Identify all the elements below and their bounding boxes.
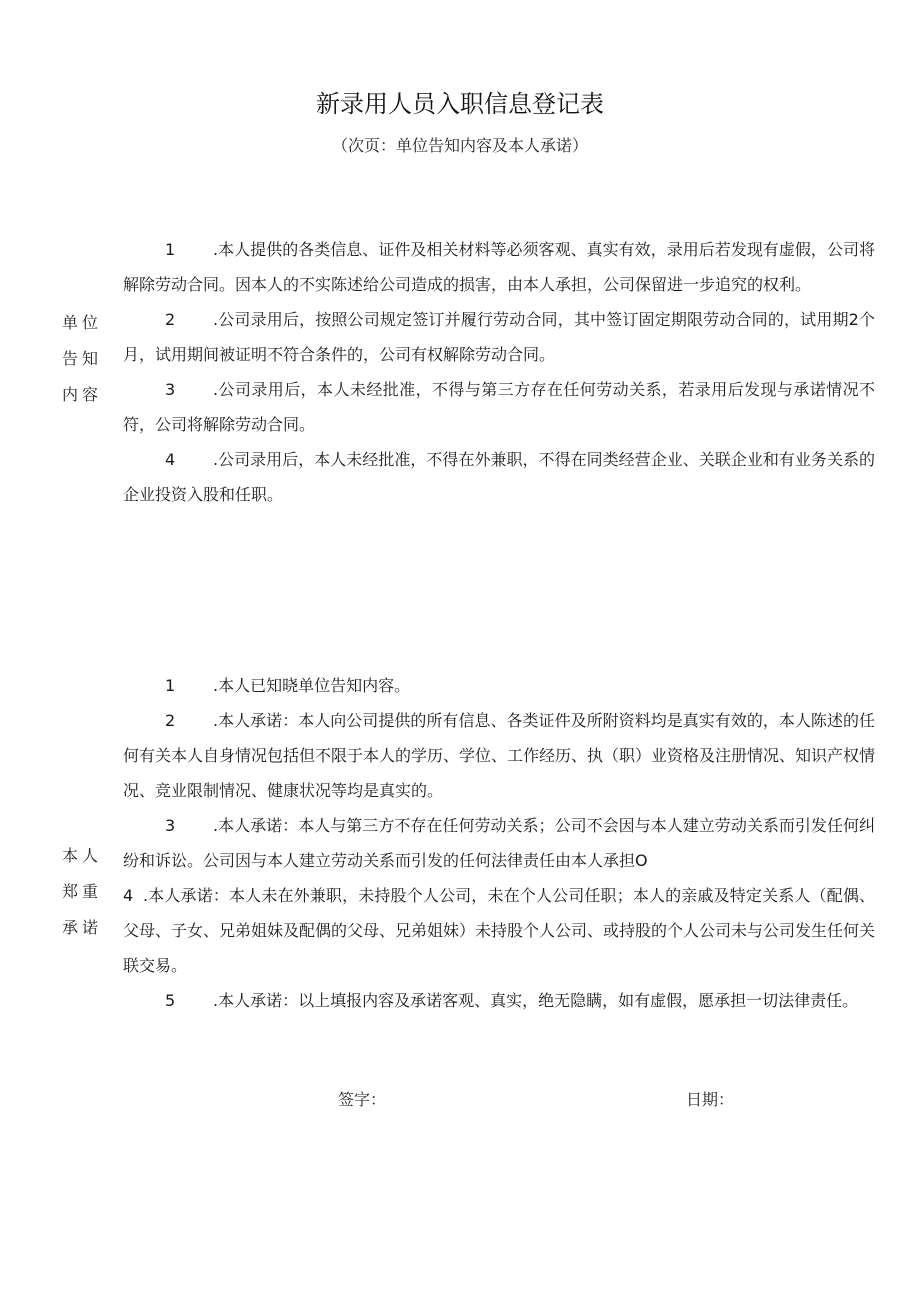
notice-item (123, 232, 875, 302)
pledge-item (123, 668, 875, 703)
item-text: .本人承诺：以上填报内容及承诺客观、真实，绝无隐瞒，如有虚假，愿承担一切法律责任。 (213, 991, 859, 1010)
item-text: .公司录用后，本人未经批准，不得与第三方存在任何劳动关系，若录用后发现与承诺情况不符，公司将解除劳动合同。 (123, 380, 875, 434)
item-number: 1 (165, 676, 176, 695)
item-text: .公司录用后，本人未经批准，不得在外兼职，不得在同类经营企业、关联企业和有业务关系的企业投资入股和任职。 (123, 450, 875, 504)
notice-label-line: 告知 (62, 349, 103, 368)
item-number: 3 (165, 380, 176, 399)
notice-label-line: 单位 (62, 313, 103, 332)
item-number: 2 (165, 310, 176, 329)
pledge-item (123, 983, 875, 1018)
notice-section (123, 232, 875, 512)
pledge-item (123, 808, 875, 878)
pledge-item (123, 703, 875, 808)
item-text: .公司录用后，按照公司规定签订并履行劳动合同，其中签订固定期限劳动合同的，试用期2个月，试用期间被证明不符合条件的，公司有权解除劳动合同。 (123, 310, 875, 364)
notice-label-line: 内容 (62, 385, 103, 404)
notice-item (123, 442, 875, 512)
item-number: 5 (165, 991, 176, 1010)
notice-item (123, 302, 875, 372)
item-number: 4 (165, 450, 176, 469)
item-text: .本人承诺：本人向公司提供的所有信息、各类证件及所附资料均是真实有效的，本人陈述的任何有关本人自身情况包括但不限于本人的学历、学位、工作经历、执（职）业资格及注册情况、知识产权情况、竞业限制情况、健康状况等均是真实的。 (123, 711, 876, 800)
date-label: 日期： (686, 1090, 735, 1109)
item-text: .本人已知晓单位告知内容。 (213, 676, 411, 695)
signature-label: 签字： (338, 1090, 387, 1109)
pledge-label-line: 郑重 (62, 882, 103, 901)
page-title: 新录用人员入职信息登记表 (316, 90, 604, 118)
item-number: 2 (165, 711, 176, 730)
pledge-label-line: 承诺 (62, 918, 103, 937)
notice-item (123, 372, 875, 442)
item-number: 4 (123, 886, 134, 905)
item-number: 3 (165, 816, 176, 835)
notice-section-label (62, 305, 114, 413)
item-number: 1 (165, 240, 176, 259)
item-text: .本人承诺：本人未在外兼职，未持股个人公司，未在个人公司任职；本人的亲戚及特定关系人（配偶、父母、子女、兄弟姐妹及配偶的父母、兄弟姐妹）未持股个人公司、或持股的个人公司未与公司发生任何关联交易。 (123, 886, 876, 975)
pledge-section (123, 668, 875, 1018)
pledge-section-label (62, 838, 114, 946)
item-text: .本人承诺：本人与第三方不存在任何劳动关系；公司不会因与本人建立劳动关系而引发任何纠纷和诉讼。公司因与本人建立劳动关系而引发的任何法律责任由本人承担O (123, 816, 875, 870)
pledge-label-line: 本人 (62, 846, 103, 865)
item-text: .本人提供的各类信息、证件及相关材料等必须客观、真实有效，录用后若发现有虚假，公司将解除劳动合同。因本人的不实陈述给公司造成的损害，由本人承担，公司保留进一步追究的权利。 (123, 240, 875, 294)
pledge-item (123, 878, 875, 983)
page-subtitle: （次页：单位告知内容及本人承诺） (331, 136, 588, 155)
